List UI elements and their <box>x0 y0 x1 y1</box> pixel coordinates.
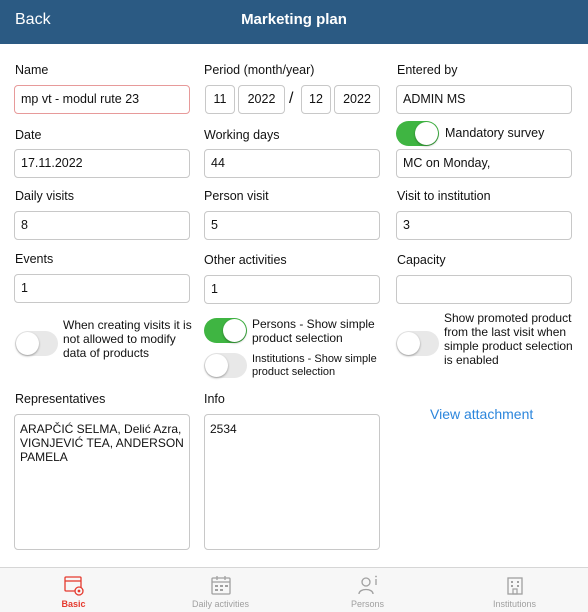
period-to-month-input[interactable]: 12 <box>301 85 331 114</box>
tab-persons-label: Persons <box>350 599 385 609</box>
representatives-label: Representatives <box>15 392 106 406</box>
page-title: Marketing plan <box>241 11 347 28</box>
persons-simple-selection-label: Persons - Show simple product selection <box>252 317 375 345</box>
working-days-input[interactable]: 44 <box>204 149 380 178</box>
tab-institutions[interactable] <box>441 568 588 612</box>
other-activities-label: Other activities <box>204 253 287 267</box>
view-attachment-link[interactable]: View attachment <box>430 406 534 422</box>
toggle-knob <box>223 319 246 342</box>
period-separator: / <box>289 90 294 107</box>
visit-institution-label: Visit to institution <box>397 189 491 203</box>
mandatory-survey-label: Mandatory survey <box>445 126 545 140</box>
period-from-month-input[interactable]: 11 <box>205 85 235 114</box>
tab-basic[interactable] <box>0 568 147 612</box>
building-icon <box>504 574 526 596</box>
visit-institution-input[interactable]: 3 <box>396 211 572 240</box>
basic-document-icon <box>63 574 85 596</box>
toggle-knob <box>205 354 228 377</box>
working-days-label: Working days <box>204 128 280 142</box>
capacity-label: Capacity <box>397 253 446 267</box>
toggle-knob <box>16 332 39 355</box>
daily-visits-label: Daily visits <box>15 189 75 203</box>
daily-visits-input[interactable]: 8 <box>14 211 190 240</box>
mandatory-survey-toggle[interactable] <box>396 121 439 146</box>
period-to-year-input[interactable]: 2022 <box>334 85 380 114</box>
back-button[interactable]: Back <box>15 11 51 28</box>
persons-simple-selection-toggle[interactable] <box>204 318 247 343</box>
institutions-simple-selection-label: Institutions - Show simple product selection <box>252 353 377 378</box>
institutions-simple-selection-toggle[interactable] <box>204 353 247 378</box>
date-label: Date <box>15 128 42 142</box>
period-from-year-input[interactable]: 2022 <box>238 85 285 114</box>
promoted-product-label: Show promoted product from the last visit when simple product selection is enabled <box>444 311 573 367</box>
entered-by-input[interactable]: ADMIN MS <box>396 85 572 114</box>
name-input[interactable]: mp vt - modul rute 23 <box>14 85 190 114</box>
tab-bar <box>0 567 588 612</box>
events-label: Events <box>15 252 54 266</box>
tab-institutions-label: Institutions <box>492 599 537 609</box>
person-info-icon <box>357 574 379 596</box>
period-label: Period (month/year) <box>204 63 315 77</box>
info-label: Info <box>204 392 225 406</box>
tab-daily-activities[interactable] <box>147 568 294 612</box>
tab-daily-activities-label: Daily activities <box>191 599 249 609</box>
survey-text-input[interactable]: MC on Monday, <box>396 149 572 178</box>
toggle-knob <box>415 122 438 145</box>
tab-basic-label: Basic <box>61 599 86 609</box>
entered-by-label: Entered by <box>397 63 458 77</box>
info-textarea[interactable]: 2534 <box>204 414 380 550</box>
person-visit-input[interactable]: 5 <box>204 211 380 240</box>
person-visit-label: Person visit <box>204 189 269 203</box>
toggle-knob <box>397 332 420 355</box>
modify-products-label: When creating visits it is not allowed to modify data of products <box>63 318 192 360</box>
modify-products-toggle[interactable] <box>15 331 58 356</box>
promoted-product-toggle[interactable] <box>396 331 439 356</box>
representatives-textarea[interactable]: ARAPČIĆ SELMA, Delić Azra, VIGNJEVIĆ TEA, ANDERSON PAMELA <box>14 414 190 550</box>
other-activities-input[interactable]: 1 <box>204 275 380 304</box>
capacity-input[interactable] <box>396 275 572 304</box>
nav-bar <box>0 0 588 44</box>
date-input[interactable]: 17.11.2022 <box>14 149 190 178</box>
events-input[interactable]: 1 <box>14 274 190 303</box>
name-label: Name <box>15 63 49 77</box>
tab-persons[interactable] <box>294 568 441 612</box>
calendar-icon <box>210 574 232 596</box>
